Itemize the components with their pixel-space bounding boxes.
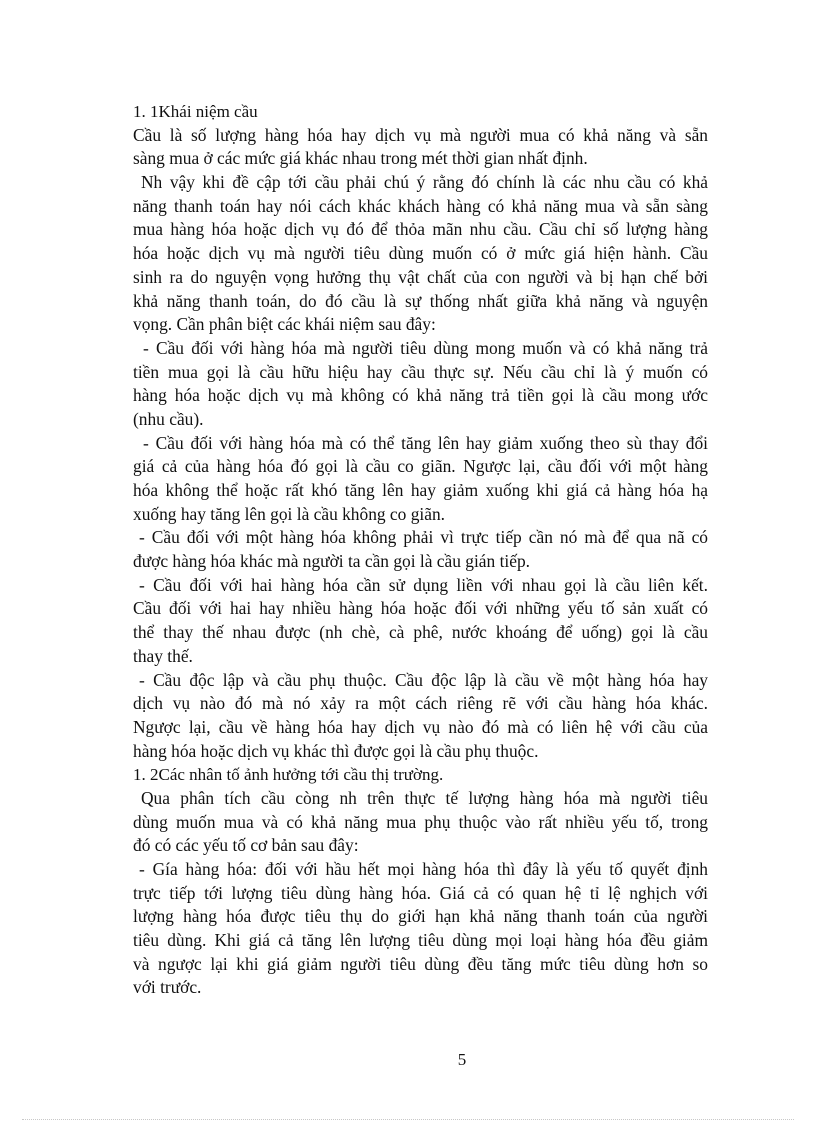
- paragraph-line: dịch vụ nào đó mà nó xảy ra một cách riêng rẽ với cầu hàng hóa khác.: [133, 693, 708, 714]
- paragraph-line: Cầu là số lượng hàng hóa hay dịch vụ mà người mua có khả năng và sẵn: [133, 124, 708, 145]
- paragraph-line: xuống hay tăng lên gọi là cầu không co giãn.: [133, 503, 445, 524]
- paragraph-line: giá cả của hàng hóa đó gọi là cầu co giãn. Ngược lại, cầu đối với một hàng: [133, 456, 708, 477]
- paragraph-line: hàng hóa hoặc dịch vụ mà không có khả năng trả tiền gọi là cầu mong ước: [133, 385, 708, 406]
- paragraph-line: hàng hóa hoặc dịch vụ khác thì được gọi là cầu phụ thuộc.: [133, 740, 539, 761]
- paragraph-line: (nhu cầu).: [133, 408, 204, 429]
- paragraph-line: thay thế.: [133, 645, 193, 666]
- paragraph-line: tiền mua gọi là cầu hữu hiệu hay cầu thực sự. Nếu cầu chỉ là ý muốn có: [133, 361, 708, 382]
- paragraph-line: mua hàng hóa hoặc dịch vụ đó để thỏa mãn nhu cầu. Cầu chỉ số lượng hàng: [133, 219, 708, 240]
- paragraph-line: Cầu đối với hai hay nhiều hàng hóa hoặc đối với những yếu tố sản xuất có: [133, 598, 708, 619]
- page-bottom-divider: [22, 1119, 794, 1120]
- document-page: [133, 100, 708, 1000]
- section-heading-nhan-to-anh-huong: 1. 2Các nhân tố ảnh hưởng tới cầu thị trường.: [133, 765, 444, 785]
- paragraph-line: Nh vậy khi đề cập tới cầu phải chú ý rằng đó chính là các nhu cầu có khả: [141, 172, 708, 193]
- paragraph-line: lượng hàng hóa được tiêu thụ do giới hạn khả năng thanh toán của người: [133, 906, 708, 927]
- page-number: 5: [457, 1050, 467, 1069]
- bullet-line: - Gía hàng hóa: đối với hầu hết mọi hàng hóa thì đây là yếu tố quyết định: [139, 859, 708, 879]
- paragraph-line: năng thanh toán hay nói cách khác khách hàng có khả năng mua và sẵn sàng: [133, 195, 708, 216]
- section-heading-khai-niem-cau: 1. 1Khái niệm cầu: [133, 102, 258, 121]
- paragraph-line: đó có các yếu tố cơ bản sau đây:: [133, 835, 359, 856]
- paragraph-line: được hàng hóa khác mà người ta cần gọi là cầu gián tiếp.: [133, 551, 530, 572]
- paragraph-line: thể thay thế nhau được (nh chè, cà phê, nước khoáng để uống) gọi là cầu: [133, 622, 708, 643]
- paragraph-line: vọng. Cần phân biệt các khái niệm sau đây:: [133, 314, 436, 335]
- paragraph-line: Ngược lại, cầu về hàng hóa hay dịch vụ nào đó mà có liên hệ với cầu của: [133, 716, 708, 737]
- paragraph-line: dùng muốn mua và có khả năng mua phụ thuộc vào rất nhiều yếu tố, trong: [133, 811, 708, 832]
- paragraph-line: hóa không thể hoặc rất khó tăng lên hay giảm xuống khi giá cả hàng hóa hạ: [133, 480, 708, 500]
- bullet-line: - Cầu đối với hai hàng hóa cần sử dụng liền với nhau gọi là cầu liên kết.: [139, 574, 708, 595]
- paragraph-line: Qua phân tích cầu còng nh trên thực tế lượng hàng hóa mà người tiêu: [141, 787, 708, 808]
- paragraph-line: và ngược lại khi giá giảm người tiêu dùng đều tăng mức tiêu dùng hơn so: [133, 953, 708, 974]
- bullet-line: - Cầu đối với hàng hóa mà có thể tăng lên hay giảm xuống theo sù thay đổi: [143, 432, 708, 453]
- paragraph-line: hóa hoặc dịch vụ mà người tiêu dùng muốn có ở mức giá hiện hành. Cầu: [133, 243, 708, 264]
- paragraph-line: tiêu dùng. Khi giá cả tăng lên lượng tiêu dùng mọi loại hàng hóa đều giảm: [133, 930, 708, 951]
- paragraph-line: sàng mua ở các mức giá khác nhau trong mét thời gian nhất định.: [133, 148, 588, 169]
- bullet-line: - Cầu đối với hàng hóa mà người tiêu dùng mong muốn và có khả năng trả: [143, 337, 708, 358]
- bullet-line: - Cầu độc lập và cầu phụ thuộc. Cầu độc lập là cầu về một hàng hóa hay: [139, 669, 708, 690]
- paragraph-line: trực tiếp tới lượng tiêu dùng hàng hóa. Giá cả có quan hệ tỉ lệ nghịch với: [133, 882, 708, 903]
- paragraph-line: với trước.: [133, 977, 202, 998]
- paragraph-line: sinh ra do nguyện vọng hưởng thụ vật chất của con người và bị hạn chế bởi: [133, 266, 708, 287]
- bullet-line: - Cầu đối với một hàng hóa không phải vì trực tiếp cần nó mà để qua nã có: [139, 527, 708, 548]
- paragraph-line: khả năng thanh toán, do đó cầu là sự thống nhất giữa khả năng và nguyện: [133, 290, 708, 311]
